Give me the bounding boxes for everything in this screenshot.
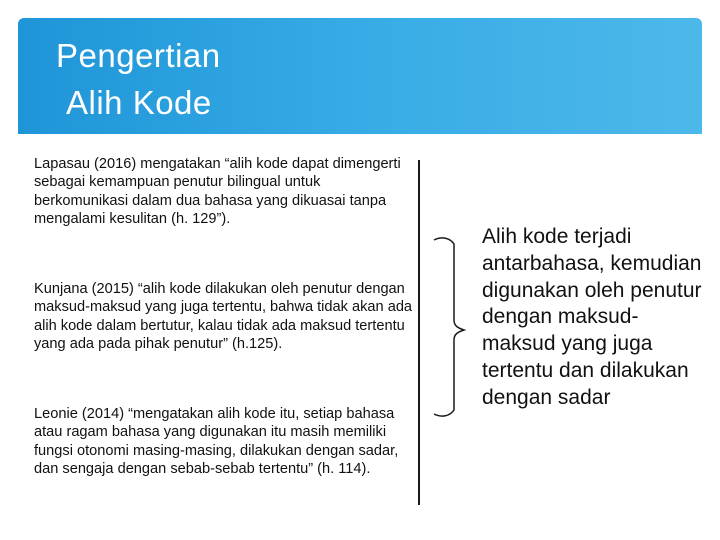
summary-text: Alih kode terjadi antarbahasa, kemudian digunakan oleh penutur dengan maksud-maksud yang juga tertentu dan dilakukan dengan sadar (482, 225, 702, 409)
brace-connector (420, 160, 480, 422)
quote-lapasau: Lapasau (2016) mengatakan “alih kode dapat dimengerti sebagai kemampuan penutur bilingual untuk berkomunikasi dalam dua bahasa yang dikuasai tanpa mengalami kesulitan (h. 129”). (34, 156, 401, 227)
title-line-1: Pengertian (56, 37, 221, 74)
title-line-2: Alih Kode (66, 84, 212, 121)
slide-title (56, 32, 221, 126)
quote-leonie: Leonie (2014) “mengatakan alih kode itu, setiap bahasa atau ragam bahasa yang digunakan itu masih memiliki fungsi otonomi masing-masing, dilakukan dengan sadar, dan sengaja dengan sebab-sebab tertentu” (h. 114). (34, 406, 399, 477)
brace-curve (434, 238, 464, 416)
quote-kunjana: Kunjana (2015) “alih kode dilakukan oleh penutur dengan maksud-maksud yang juga tertentu, bahwa tidak akan ada alih kode dalam bertutur, kalau tidak ada maksud tertentu yang ada pada pihak penutur” (h.125). (34, 281, 413, 352)
